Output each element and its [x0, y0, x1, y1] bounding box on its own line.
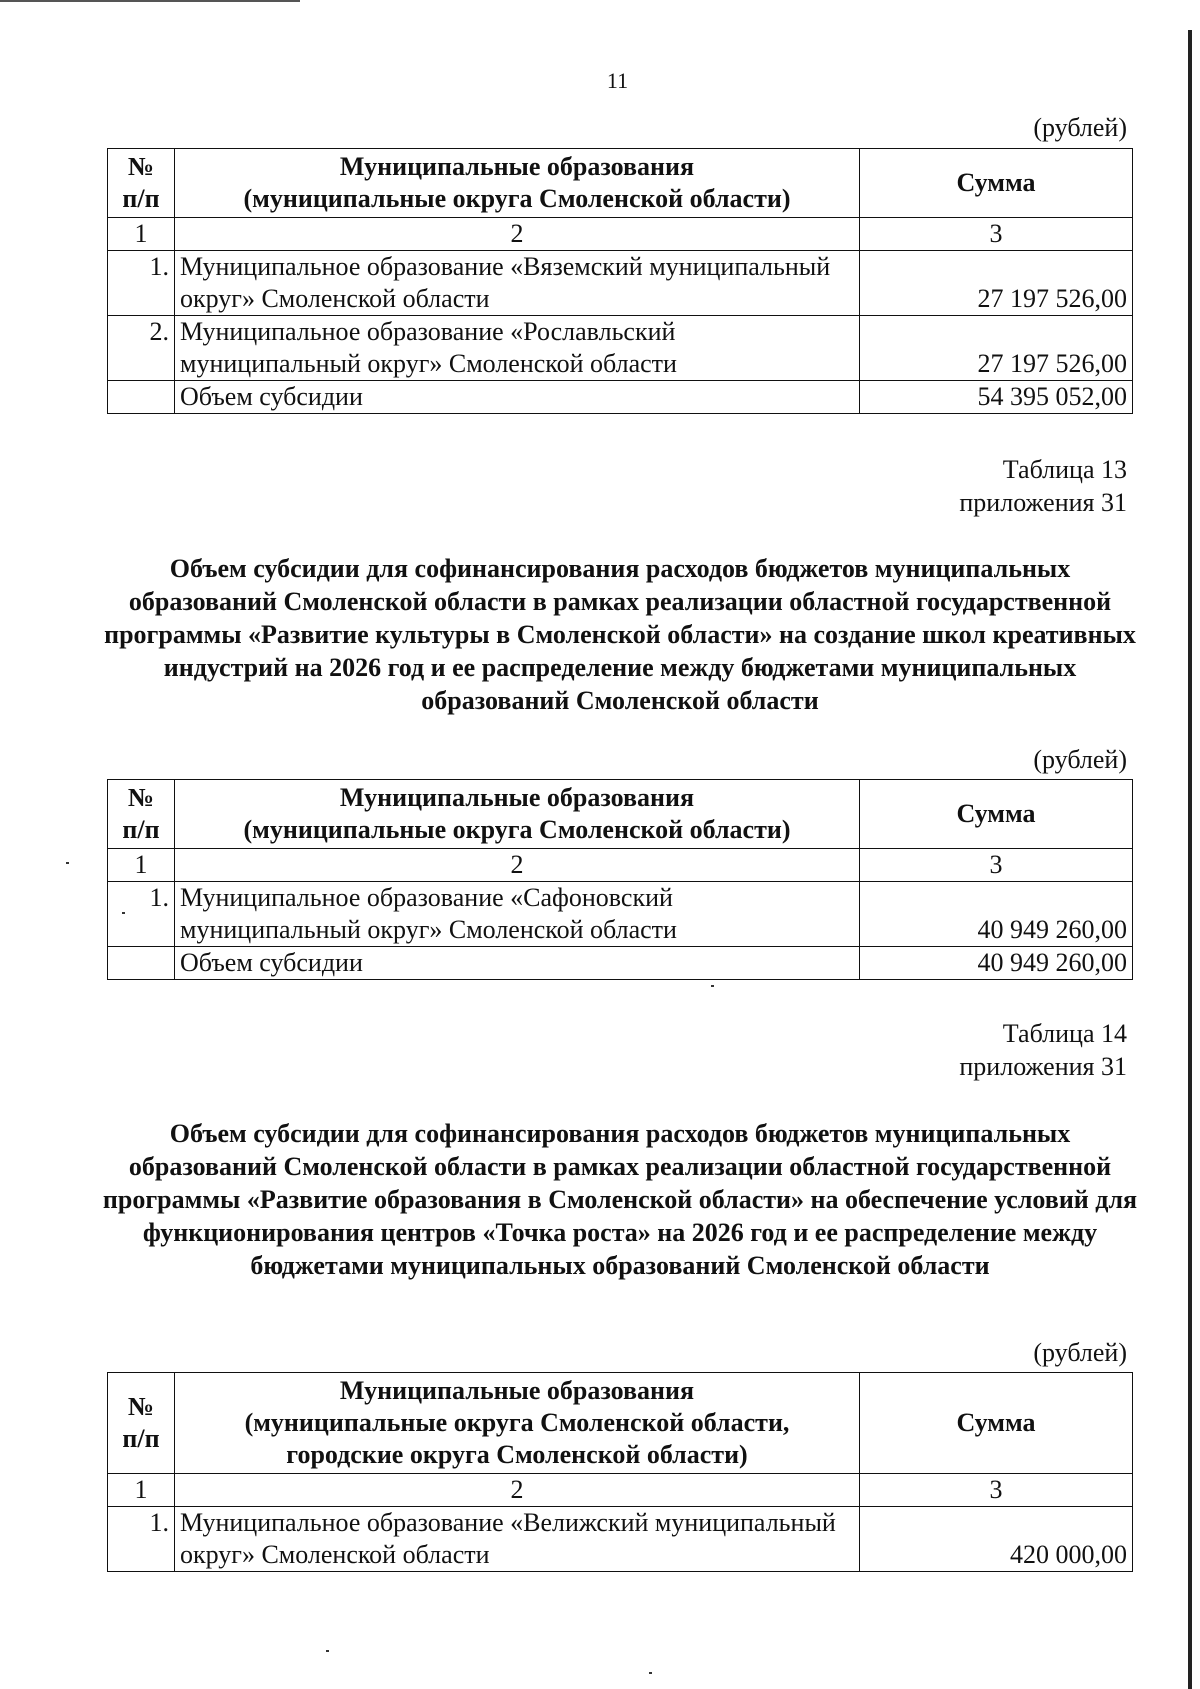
header-sum-col: Сумма: [860, 1373, 1133, 1474]
units-label-3: (рублей): [1033, 1338, 1127, 1367]
caption-appendix: приложения 31: [959, 488, 1127, 517]
subsidy-table-1: [107, 148, 1133, 414]
page-number: 11: [606, 68, 629, 93]
table-13-heading: Объем субсидии для софинансирования расходов бюджетов муниципальных образований Смоленской области в рамках реализации областной государственной программы «Развитие культуры в Смоленской области» на создание школ креативных индустрий на 2026 год и ее распределение между бюджетами муниципальных образований Смоленской области: [104, 554, 1136, 715]
scan-speck: [326, 1650, 329, 1652]
row-number: 2.: [108, 316, 175, 381]
units-label-2: (рублей): [1033, 745, 1127, 774]
scan-speck: [711, 985, 714, 987]
table-header-row: [108, 1373, 1133, 1474]
header-number-col: № п/п: [108, 1373, 175, 1474]
row-number: 1.: [108, 882, 175, 947]
row-municipality: Муниципальное образование «Сафоновский муниципальный округ» Смоленской области: [175, 882, 860, 947]
header-municipality-col: Муниципальные образования (муниципальные округа Смоленской области, городские округа Смоленской области): [175, 1373, 860, 1474]
total-sum: 54 395 052,00: [860, 381, 1133, 414]
index-cell: 2: [175, 849, 860, 882]
scan-speck: [122, 912, 125, 914]
row-municipality: Муниципальное образование «Вяземский муниципальный округ» Смоленской области: [175, 251, 860, 316]
table-row: [108, 882, 1133, 947]
subsidy-table-3: [107, 1372, 1133, 1572]
units-label-1: (рублей): [1033, 113, 1127, 142]
header-municipality-col: Муниципальные образования (муниципальные округа Смоленской области): [175, 780, 860, 849]
row-number: 1.: [108, 251, 175, 316]
row-municipality: Муниципальное образование «Рославльский муниципальный округ» Смоленской области: [175, 316, 860, 381]
header-municipality-col: Муниципальные образования (муниципальные округа Смоленской области): [175, 149, 860, 218]
index-cell: 2: [175, 218, 860, 251]
index-cell: 1: [108, 218, 175, 251]
table-row: [108, 1507, 1133, 1572]
table-header-row: [108, 780, 1133, 849]
table-index-row: [108, 1474, 1133, 1507]
table-row: [108, 251, 1133, 316]
table-total-row: [108, 381, 1133, 414]
row-sum: 420 000,00: [860, 1507, 1133, 1572]
table-row: [108, 316, 1133, 381]
header-sum-col: Сумма: [860, 780, 1133, 849]
scan-artifact-right-edge: [1188, 30, 1192, 1689]
caption-appendix: приложения 31: [959, 1052, 1127, 1081]
index-cell: 2: [175, 1474, 860, 1507]
row-municipality: Муниципальное образование «Велижский муниципальный округ» Смоленской области: [175, 1507, 860, 1572]
table-header-row: [108, 149, 1133, 218]
table-index-row: [108, 218, 1133, 251]
table-total-row: [108, 947, 1133, 980]
scan-speck: [649, 1672, 652, 1674]
header-sum-col: Сумма: [860, 149, 1133, 218]
table-index-row: [108, 849, 1133, 882]
caption-table-number: Таблица 13: [1002, 455, 1127, 484]
total-label: Объем субсидии: [175, 947, 860, 980]
total-label: Объем субсидии: [175, 381, 860, 414]
row-sum: 40 949 260,00: [860, 882, 1133, 947]
total-sum: 40 949 260,00: [860, 947, 1133, 980]
total-empty-cell: [108, 947, 175, 980]
table-14-heading: Объем субсидии для софинансирования расходов бюджетов муниципальных образований Смоленской области в рамках реализации областной государственной программы «Развитие образования в Смоленской области» на обеспечение условий для функционирования центров «Точка роста» на 2026 год и ее распределение между бюджетами муниципальных образований Смоленской области: [102, 1119, 1138, 1280]
subsidy-table-2: [107, 779, 1133, 980]
scan-speck: [66, 862, 69, 864]
index-cell: 1: [108, 1474, 175, 1507]
caption-table-number: Таблица 14: [1002, 1019, 1127, 1048]
table-13-caption: [959, 453, 1127, 519]
total-empty-cell: [108, 381, 175, 414]
table-14-caption: [959, 1017, 1127, 1083]
row-number: 1.: [108, 1507, 175, 1572]
index-cell: 3: [860, 1474, 1133, 1507]
index-cell: 1: [108, 849, 175, 882]
scan-artifact-top: [0, 0, 300, 2]
header-number-col: № п/п: [108, 780, 175, 849]
row-sum: 27 197 526,00: [860, 251, 1133, 316]
index-cell: 3: [860, 218, 1133, 251]
header-number-col: № п/п: [108, 149, 175, 218]
index-cell: 3: [860, 849, 1133, 882]
row-sum: 27 197 526,00: [860, 316, 1133, 381]
